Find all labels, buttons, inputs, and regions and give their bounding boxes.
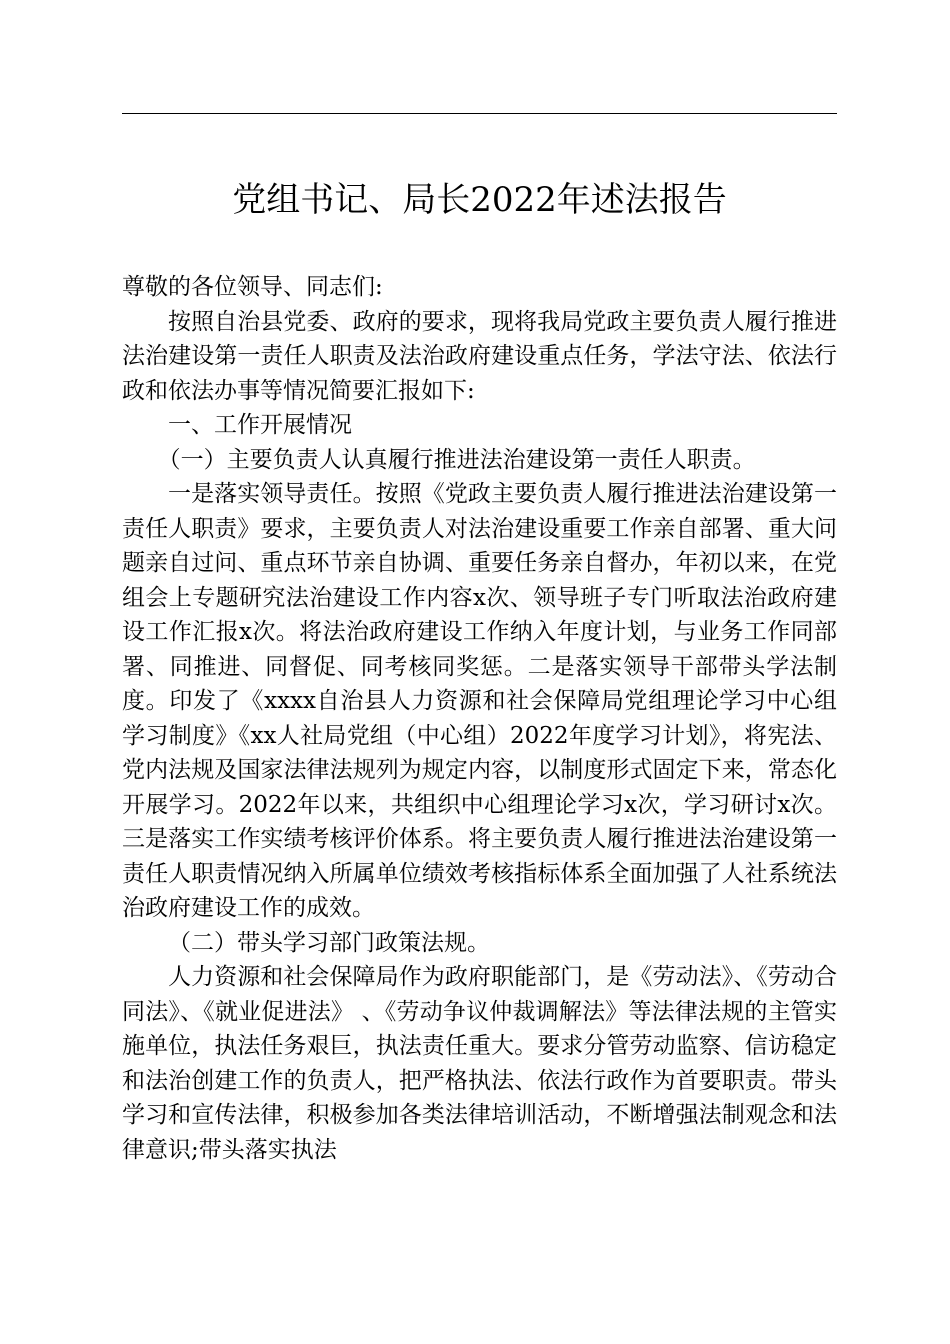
intro-paragraph: 按照自治县党委、政府的要求，现将我局党政主要负责人履行推进法治建设第一责任人职责及法治政府建设重点任务，学法守法、依法行政和依法办事等情况简要汇报如下: [122,308,837,404]
salutation: 尊敬的各位领导、同志们: [122,274,383,300]
body-paragraph: 人力资源和社会保障局作为政府职能部门，是《劳动法》、《劳动合同法》、《就业促进法》 、《劳动争议仲裁调解法》等法律法规的主管实施单位，执法任务艰巨，执法责任重大。要求分管劳动监察、信访稳定和法治创建工作的负责人，把严格执法、依法行政作为首要职责。带头学习和宣传法律，积极参加各类法律培训活动，不断增强法制观念和法律意识;带头落实执法 [122,964,837,1163]
body-paragraph: 一是落实领导责任。按照《党政主要负责人履行推进法治建设第一责任人职责》要求，主要负责人对法治建设重要工作亲自部署、重大问题亲自过问、重点环节亲自协调、重要任务亲自督办，年初以来，在党组会上专题研究法治建设工作内容x次、领导班子专门听取法治政府建设工作汇报x次。将法治政府建设工作纳入年度计划，与业务工作同部署、同推进、同督促、同考核同奖惩。二是落实领导干部带头学法制度。印发了《xxxx自治县人力资源和社会保障局党组理论学习中心组学习制度》《xx人社局党组（中心组）2022年度学习计划》，将宪法、党内法规及国家法律法规列为规定内容，以制度形式固定下来，常态化开展学习。2022年以来，共组织中心组理论学习x次，学习研讨x次。三是落实工作实绩考核评价体系。将主要负责人履行推进法治建设第一责任人职责情况纳入所属单位绩效考核指标体系全面加强了人社系统法治政府建设工作的成效。 [122,481,837,921]
section-heading: 一、工作开展情况 [168,412,352,438]
document-body [122,270,837,1167]
header-rule [122,113,837,114]
document-title: 党组书记、局长2022年述法报告 [232,180,727,220]
subsection-heading: （二）带头学习部门政策法规。 [168,929,490,956]
subsection-heading: （一）主要负责人认真履行推进法治建设第一责任人职责。 [157,446,756,473]
